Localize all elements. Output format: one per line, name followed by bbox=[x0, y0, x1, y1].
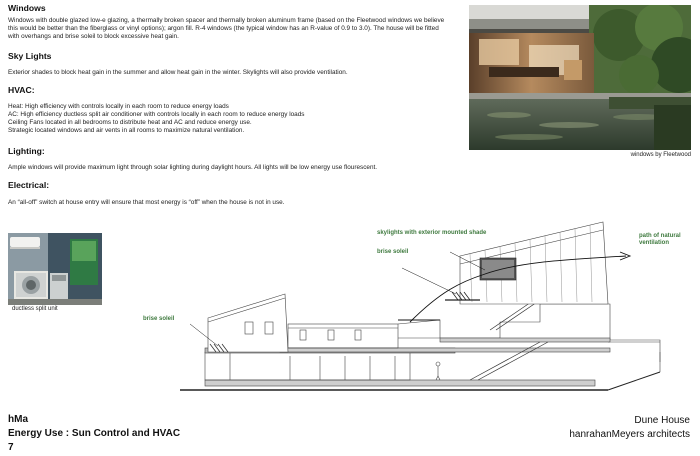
heading-hvac: HVAC: bbox=[8, 84, 35, 95]
hvac-line: Strategic located windows and air vents in all rooms to maximize natural ventilation. bbox=[8, 127, 245, 135]
windows-body: Windows with double glazed low-e glazing, a thermally broken spacer and thermally broken aluminum frame (based on the Fleetwood windows we believe this would be better than the fiberglass or vinyl options); argon fill. R-4 windows (the typical window has an R-value of 0.9 to 3.0). The house will be fitted with overhangs and brise soleil to block excessive heat gain. bbox=[8, 17, 445, 41]
electrical-body: An “all-off” switch at house entry will ensure that most energy is “off” when the house is not in use. bbox=[8, 198, 285, 206]
hvac-line: Heat: High efficiency with controls locally in each room to reduce energy loads bbox=[8, 102, 229, 110]
heading-skylights: Sky Lights bbox=[8, 50, 52, 61]
skylights-body: Exterior shades to block heat gain in the summer and allow heat gain in the winter. Skylights will also provide ventilation. bbox=[8, 68, 348, 76]
hvac-line: Ceiling Fans located in all bedrooms to distribute heat and AC and reduce energy use. bbox=[8, 119, 252, 127]
footer-firm-name: hanrahanMeyers architects bbox=[569, 429, 690, 440]
label-brise-soleil-left: brise soleil bbox=[143, 316, 175, 322]
footer-project-name: Dune House bbox=[634, 415, 690, 426]
section-drawing bbox=[140, 212, 700, 402]
label-ventilation-path: path of natural ventilation bbox=[639, 233, 681, 246]
label-brise-soleil-top: brise soleil bbox=[377, 249, 409, 255]
hvac-line: AC: High efficiency ductless split air conditioner with controls locally in each room to reduce energy loads bbox=[8, 111, 305, 119]
footer-firm-short: hMa bbox=[8, 414, 28, 425]
interior-photo bbox=[469, 5, 691, 150]
ductless-unit-photo bbox=[8, 233, 102, 305]
unit-caption: ductless split unit bbox=[12, 306, 58, 312]
unit-drawing bbox=[8, 233, 102, 305]
text-column bbox=[8, 3, 453, 207]
label-skylights: skylights with exterior mounted shade bbox=[377, 230, 487, 236]
footer-page-number: 7 bbox=[8, 442, 14, 453]
heading-lighting: Lighting: bbox=[8, 145, 45, 156]
footer-title: Energy Use : Sun Control and HVAC bbox=[8, 428, 181, 439]
heading-electrical: Electrical: bbox=[8, 179, 50, 190]
heading-windows: Windows bbox=[8, 3, 46, 13]
hvac-list bbox=[8, 103, 453, 136]
house-section-svg bbox=[140, 212, 700, 402]
lighting-body: Ample windows will provide maximum light through solar lighting during daylight hours. All lights will be low energy use flourescent. bbox=[8, 163, 378, 171]
photo-caption: windows by Fleetwood bbox=[630, 152, 691, 158]
photo-drawing bbox=[469, 5, 691, 150]
